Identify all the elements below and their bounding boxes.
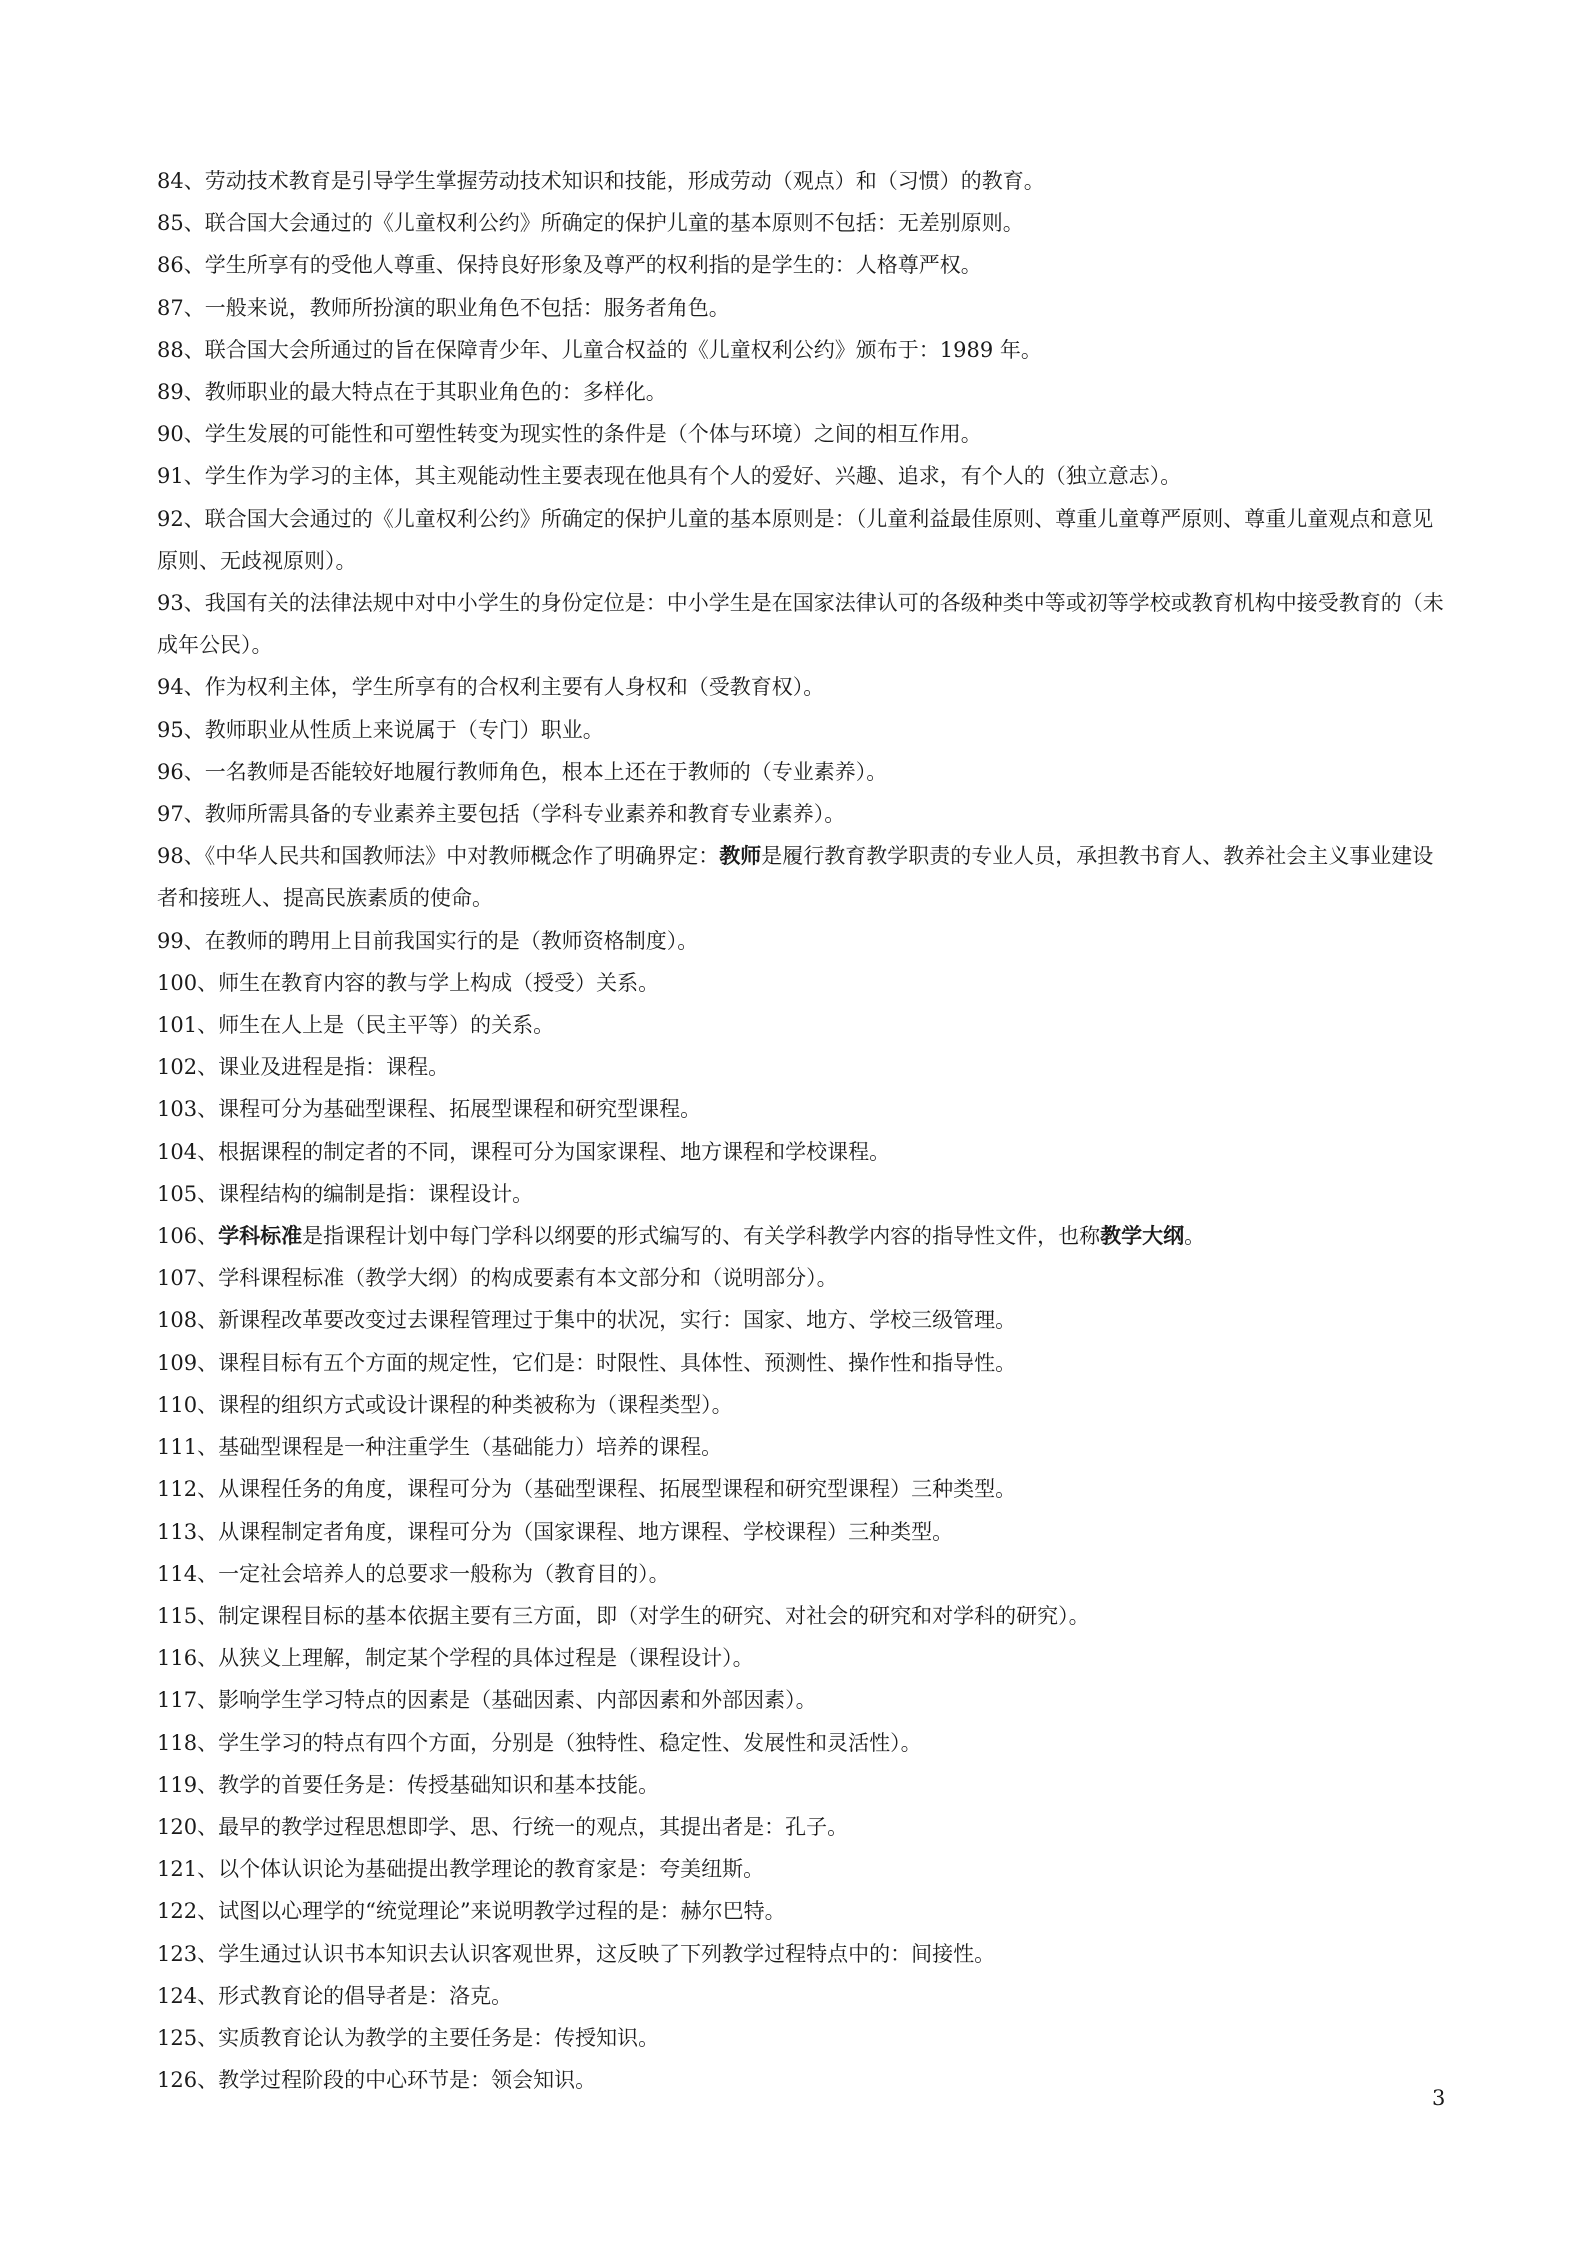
item-number: 126 (157, 2068, 198, 2093)
list-item (157, 413, 1447, 455)
item-text: 学生所享有的受他人尊重、保持良好形象及尊严的权利指的是学生的：人格尊严权。 (204, 253, 982, 278)
item-separator: 、 (197, 1097, 219, 1122)
item-separator: 、 (197, 1477, 219, 1502)
item-text: 师生在教育内容的教与学上构成（授受）关系。 (218, 970, 660, 995)
item-separator: 、 (197, 1435, 219, 1460)
item-number: 96 (157, 759, 184, 784)
item-number: 101 (157, 1013, 198, 1038)
item-separator: 、 (197, 1857, 219, 1882)
item-separator: 、 (183, 675, 205, 700)
item-number: 87 (157, 295, 184, 320)
item-separator: 、 (183, 211, 205, 236)
item-text: 形式教育论的倡导者是：洛克。 (218, 1983, 513, 2008)
item-text: 制定课程目标的基本依据主要有三方面，即（对学生的研究、对社会的研究和对学科的研究）。 (218, 1603, 1090, 1628)
item-text: 学生发展的可能性和可塑性转变为现实性的条件是（个体与环境）之间的相互作用。 (204, 422, 982, 447)
item-text: 作为权利主体，学生所享有的合权利主要有人身权和（受教育权）。 (204, 675, 825, 700)
item-text-mid: 是指课程计划中每门学科以纲要的形式编写的、有关学科教学内容的指导性文件，也称 (302, 1224, 1101, 1249)
item-text: 以个体认识论为基础提出教学理论的教育家是：夸美纽斯。 (218, 1857, 765, 1882)
item-number: 95 (157, 717, 184, 742)
list-item (157, 709, 1447, 751)
item-number: 116 (157, 1646, 198, 1671)
item-number: 98 (157, 844, 184, 869)
item-number: 90 (157, 422, 184, 447)
item-number: 109 (157, 1350, 198, 1375)
item-separator: 、 (197, 1688, 219, 1713)
list-item (157, 793, 1447, 835)
item-text: 教学的首要任务是：传授基础知识和基本技能。 (218, 1772, 660, 1797)
list-item (157, 1722, 1447, 1764)
list-item (157, 1511, 1447, 1553)
list-item (157, 1679, 1447, 1721)
item-number: 88 (157, 337, 184, 362)
item-number: 113 (157, 1519, 198, 1544)
item-number: 114 (157, 1561, 198, 1586)
item-separator: 、 (197, 1266, 219, 1291)
list-item (157, 244, 1447, 286)
item-separator: 、 (197, 1941, 219, 1966)
item-number: 110 (157, 1392, 198, 1417)
item-text: 学生通过认识书本知识去认识客观世界，这反映了下列教学过程特点中的：间接性。 (218, 1941, 996, 1966)
item-number: 120 (157, 1814, 198, 1839)
item-text: 从课程任务的角度，课程可分为（基础型课程、拓展型课程和研究型课程）三种类型。 (218, 1477, 1017, 1502)
item-number: 100 (157, 970, 198, 995)
list-item (157, 371, 1447, 413)
list-item (157, 582, 1447, 666)
item-text: 新课程改革要改变过去课程管理过于集中的状况，实行：国家、地方、学校三级管理。 (218, 1308, 1017, 1333)
item-text-end: 。 (1184, 1224, 1206, 1249)
item-separator: 、 (183, 253, 205, 278)
item-separator: 、 (197, 1730, 219, 1755)
item-number: 102 (157, 1055, 198, 1080)
item-number: 119 (157, 1772, 198, 1797)
item-number: 104 (157, 1139, 198, 1164)
list-item (157, 1468, 1447, 1510)
item-separator: 、 (183, 844, 205, 869)
item-text: 劳动技术教育是引导学生掌握劳动技术知识和技能，形成劳动（观点）和（习惯）的教育。 (204, 169, 1045, 193)
list-item (157, 329, 1447, 371)
item-text-bold: 学科标准 (218, 1223, 303, 1249)
item-separator: 、 (197, 1814, 219, 1839)
item-text: 课程结构的编制是指：课程设计。 (218, 1181, 534, 1206)
item-separator: 、 (183, 506, 205, 531)
list-item (157, 1384, 1447, 1426)
item-separator: 、 (197, 1561, 219, 1586)
item-separator: 、 (183, 591, 205, 616)
item-number: 84 (157, 169, 184, 193)
list-item (157, 1595, 1447, 1637)
item-text-post: 是履行教育教学职责的专业人员，承担教书育人、教养社会主义事业建设者和接班人、提高民族素质的使命。 (157, 844, 1434, 911)
item-number: 91 (157, 464, 184, 489)
item-number: 105 (157, 1181, 198, 1206)
question-list (157, 160, 1447, 2101)
item-text: 基础型课程是一种注重学生（基础能力）培养的课程。 (218, 1435, 723, 1460)
list-item (157, 1848, 1447, 1890)
item-number: 125 (157, 2025, 198, 2050)
item-number: 118 (157, 1730, 198, 1755)
item-separator: 、 (183, 337, 205, 362)
list-item (157, 498, 1447, 582)
item-separator: 、 (197, 1603, 219, 1628)
item-text: 一定社会培养人的总要求一般称为（教育目的）。 (218, 1561, 670, 1586)
item-separator: 、 (197, 1224, 219, 1249)
item-number: 123 (157, 1941, 198, 1966)
item-text-bold: 教师 (719, 843, 762, 869)
item-number: 107 (157, 1266, 198, 1291)
item-number: 121 (157, 1857, 198, 1882)
list-item (157, 1257, 1447, 1299)
list-item (157, 1173, 1447, 1215)
item-text: 教师所需具备的专业素养主要包括（学科专业素养和教育专业素养）。 (204, 802, 846, 827)
item-number: 117 (157, 1688, 198, 1713)
item-number: 86 (157, 253, 184, 278)
list-item (157, 1806, 1447, 1848)
item-text: 师生在人上是（民主平等）的关系。 (218, 1013, 555, 1038)
list-item (157, 160, 1447, 202)
item-separator: 、 (197, 1772, 219, 1797)
item-separator: 、 (197, 970, 219, 995)
list-item (157, 962, 1447, 1004)
item-text: 实质教育论认为教学的主要任务是：传授知识。 (218, 2025, 660, 2050)
item-text: 学生学习的特点有四个方面，分别是（独特性、稳定性、发展性和灵活性）。 (218, 1730, 922, 1755)
item-number: 103 (157, 1097, 198, 1122)
item-separator: 、 (197, 1013, 219, 1038)
item-text: 课程目标有五个方面的规定性，它们是：时限性、具体性、预测性、操作性和指导性。 (218, 1350, 1017, 1375)
item-text: 影响学生学习特点的因素是（基础因素、内部因素和外部因素）。 (218, 1688, 817, 1713)
list-item (157, 835, 1447, 919)
item-separator: 、 (197, 1646, 219, 1671)
item-text: 学生作为学习的主体，其主观能动性主要表现在他具有个人的爱好、兴趣、追求，有个人的（独立意志）。 (204, 464, 1182, 489)
item-number: 108 (157, 1308, 198, 1333)
list-item (157, 287, 1447, 329)
item-text: 试图以心理学的“统觉理论”来说明教学过程的是：赫尔巴特。 (218, 1899, 786, 1924)
item-separator: 、 (183, 295, 205, 320)
list-item (157, 1975, 1447, 2017)
list-item (157, 2059, 1447, 2101)
item-number: 122 (157, 1899, 198, 1924)
item-separator: 、 (197, 2025, 219, 2050)
item-separator: 、 (197, 2068, 219, 2093)
item-separator: 、 (183, 380, 205, 405)
item-separator: 、 (183, 928, 205, 953)
item-separator: 、 (197, 1350, 219, 1375)
list-item (157, 1637, 1447, 1679)
item-number: 124 (157, 1983, 198, 2008)
item-number: 93 (157, 591, 184, 616)
item-text: 在教师的聘用上目前我国实行的是（教师资格制度）。 (204, 928, 699, 953)
list-item (157, 455, 1447, 497)
item-text: 教师职业的最大特点在于其职业角色的：多样化。 (204, 380, 667, 405)
list-item (157, 1046, 1447, 1088)
list-item (157, 1764, 1447, 1806)
item-number: 97 (157, 802, 184, 827)
item-number: 99 (157, 928, 184, 953)
list-item (157, 1426, 1447, 1468)
item-separator: 、 (197, 1983, 219, 2008)
list-item (157, 1131, 1447, 1173)
list-item (157, 666, 1447, 708)
list-item (157, 1890, 1447, 1932)
item-number: 85 (157, 211, 184, 236)
item-text: 一名教师是否能较好地履行教师角色，根本上还在于教师的（专业素养）。 (204, 759, 888, 784)
item-text: 教学过程阶段的中心环节是：领会知识。 (218, 2068, 597, 2093)
item-text: 教师职业从性质上来说属于（专门）职业。 (204, 717, 604, 742)
item-text: 联合国大会所通过的旨在保障青少年、儿童合权益的《儿童权利公约》颁布于：1989 年。 (204, 337, 1042, 362)
item-separator: 、 (183, 759, 205, 784)
list-item (157, 1553, 1447, 1595)
item-number: 89 (157, 380, 184, 405)
list-item (157, 1215, 1447, 1257)
item-text-bold: 教学大纲 (1100, 1223, 1185, 1249)
item-separator: 、 (197, 1519, 219, 1544)
item-number: 92 (157, 506, 184, 531)
item-separator: 、 (197, 1181, 219, 1206)
item-separator: 、 (197, 1899, 219, 1924)
item-number: 115 (157, 1603, 198, 1628)
item-text: 课业及进程是指：课程。 (218, 1055, 450, 1080)
item-text: 我国有关的法律法规中对中小学生的身份定位是：中小学生是在国家法律认可的各级种类中等或初等学校或教育机构中接受教育的（未成年公民）。 (157, 591, 1444, 658)
item-text: 最早的教学过程思想即学、思、行统一的观点，其提出者是：孔子。 (218, 1814, 849, 1839)
item-text: 课程可分为基础型课程、拓展型课程和研究型课程。 (218, 1097, 702, 1122)
item-separator: 、 (183, 802, 205, 827)
item-text: 联合国大会通过的《儿童权利公约》所确定的保护儿童的基本原则是：（儿童利益最佳原则、尊重儿童尊严原则、尊重儿童观点和意见原则、无歧视原则）。 (157, 506, 1434, 573)
item-separator: 、 (183, 464, 205, 489)
item-separator: 、 (197, 1139, 219, 1164)
item-text: 根据课程的制定者的不同，课程可分为国家课程、地方课程和学校课程。 (218, 1139, 891, 1164)
item-separator: 、 (183, 422, 205, 447)
item-separator: 、 (183, 169, 205, 193)
list-item (157, 1342, 1447, 1384)
item-text-pre: 《中华人民共和国教师法》中对教师概念作了明确界定： (204, 844, 720, 869)
item-number: 94 (157, 675, 184, 700)
item-text: 从狭义上理解，制定某个学程的具体过程是（课程设计）。 (218, 1646, 754, 1671)
list-item (157, 202, 1447, 244)
list-item (157, 1088, 1447, 1130)
list-item (157, 920, 1447, 962)
item-text: 课程的组织方式或设计课程的种类被称为（课程类型）。 (218, 1392, 733, 1417)
list-item (157, 2017, 1447, 2059)
item-number: 111 (157, 1435, 198, 1460)
item-separator: 、 (197, 1392, 219, 1417)
list-item (157, 1299, 1447, 1341)
list-item (157, 1933, 1447, 1975)
item-text: 学科课程标准（教学大纲）的构成要素有本文部分和（说明部分）。 (218, 1266, 838, 1291)
item-separator: 、 (197, 1055, 219, 1080)
item-text: 一般来说，教师所扮演的职业角色不包括：服务者角色。 (204, 295, 730, 320)
item-number: 106 (157, 1224, 198, 1249)
item-text: 联合国大会通过的《儿童权利公约》所确定的保护儿童的基本原则不包括：无差别原则。 (204, 211, 1024, 236)
list-item (157, 751, 1447, 793)
item-separator: 、 (197, 1308, 219, 1333)
page-number: 3 (1432, 2086, 1446, 2110)
list-item (157, 1004, 1447, 1046)
item-separator: 、 (183, 717, 205, 742)
item-text: 从课程制定者角度，课程可分为（国家课程、地方课程、学校课程）三种类型。 (218, 1519, 954, 1544)
item-number: 112 (157, 1477, 198, 1502)
